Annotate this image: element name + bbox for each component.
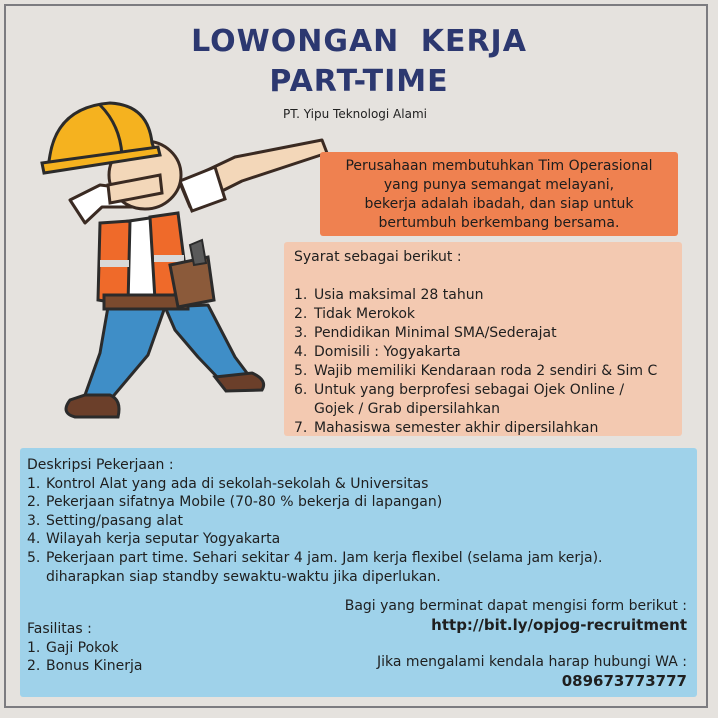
description-box (20, 448, 697, 697)
item-number: 1. (294, 287, 308, 303)
requirement-item (294, 286, 682, 305)
item-text: Gaji Pokok (46, 639, 119, 656)
item-number: 7. (294, 420, 308, 436)
facilities-heading: Fasilitas : (27, 621, 92, 637)
item-number: 5. (27, 549, 41, 566)
facility-item (27, 657, 142, 676)
intro-line: Perusahaan membutuhkan Tim Operasional (345, 158, 653, 174)
item-number: 2. (294, 306, 308, 322)
form-instruction: Bagi yang berminat dapat mengisi form berikut : (344, 598, 687, 614)
requirements-heading: Syarat sebagai berikut : (294, 249, 462, 265)
intro-line: bertumbuh berkembang bersama. (378, 215, 620, 231)
requirement-item (294, 362, 682, 381)
item-number: 3. (294, 325, 308, 341)
item-text: Kontrol Alat yang ada di sekolah-sekolah & Universitas (46, 475, 429, 492)
item-text: Wajib memiliki Kendaraan roda 2 sendiri & Sim C (314, 363, 658, 379)
item-number: 4. (27, 531, 41, 548)
item-text: Bonus Kinerja (46, 658, 143, 675)
item-number: 6. (294, 382, 308, 398)
intro-box (320, 152, 678, 236)
item-text: diharapkan siap standby sewaktu-waktu jika diperlukan. (46, 568, 441, 585)
description-heading: Deskripsi Pekerjaan : (27, 457, 174, 473)
item-number: 5. (294, 363, 308, 379)
description-item (27, 512, 697, 531)
description-item (27, 549, 697, 568)
item-text: Gojek / Grab dipersilahkan (314, 401, 501, 417)
item-text: Pekerjaan part time. Sehari sekitar 4 jam. Jam kerja flexibel (selama jam kerja). (46, 549, 603, 566)
item-number: 1. (27, 639, 41, 656)
description-item (27, 568, 697, 587)
item-text: Mahasiswa semester akhir dipersilahkan (314, 420, 599, 436)
item-number: 2. (27, 658, 41, 675)
item-number: 1. (27, 475, 41, 492)
company-name: PT. Yipu Teknologi Alami (283, 107, 427, 121)
item-number: 4. (294, 344, 308, 360)
item-text: Pekerjaan sifatnya Mobile (70-80 % bekerja di lapangan) (46, 494, 443, 511)
description-item (27, 493, 697, 512)
item-number (294, 400, 314, 419)
requirements-box (284, 242, 682, 436)
item-text: Untuk yang berprofesi sebagai Ojek Online / (314, 382, 625, 398)
requirement-item (294, 400, 682, 419)
whatsapp-number[interactable]: 089673773777 (561, 672, 687, 690)
item-text: Setting/pasang alat (46, 512, 183, 529)
item-number: 2. (27, 494, 41, 511)
facilities-section (27, 620, 142, 676)
item-text: Domisili : Yogyakarta (314, 344, 461, 360)
item-text: Pendidikan Minimal SMA/Sederajat (314, 325, 557, 341)
item-number (27, 568, 46, 587)
requirement-item (294, 343, 682, 362)
description-item (27, 530, 697, 549)
item-text: Tidak Merokok (314, 306, 416, 322)
intro-line: bekerja adalah ibadah, dan siap untuk (364, 196, 634, 212)
requirement-item (294, 324, 682, 343)
requirement-item (294, 381, 682, 400)
description-item (27, 475, 697, 494)
whatsapp-instruction: Jika mengalami kendala harap hubungi WA : (377, 654, 687, 670)
item-text: Usia maksimal 28 tahun (314, 287, 484, 303)
item-number: 3. (27, 512, 41, 529)
requirement-item (294, 419, 682, 438)
form-link[interactable]: http://bit.ly/opjog-recruitment (431, 616, 687, 634)
poster-title: LOWONGAN KERJA (191, 24, 527, 59)
item-text: Wilayah kerja seputar Yogyakarta (46, 531, 281, 548)
poster-subtitle: PART-TIME (269, 64, 449, 99)
facility-item (27, 639, 142, 658)
requirement-item (294, 305, 682, 324)
intro-line: yang punya semangat melayani, (383, 177, 615, 193)
